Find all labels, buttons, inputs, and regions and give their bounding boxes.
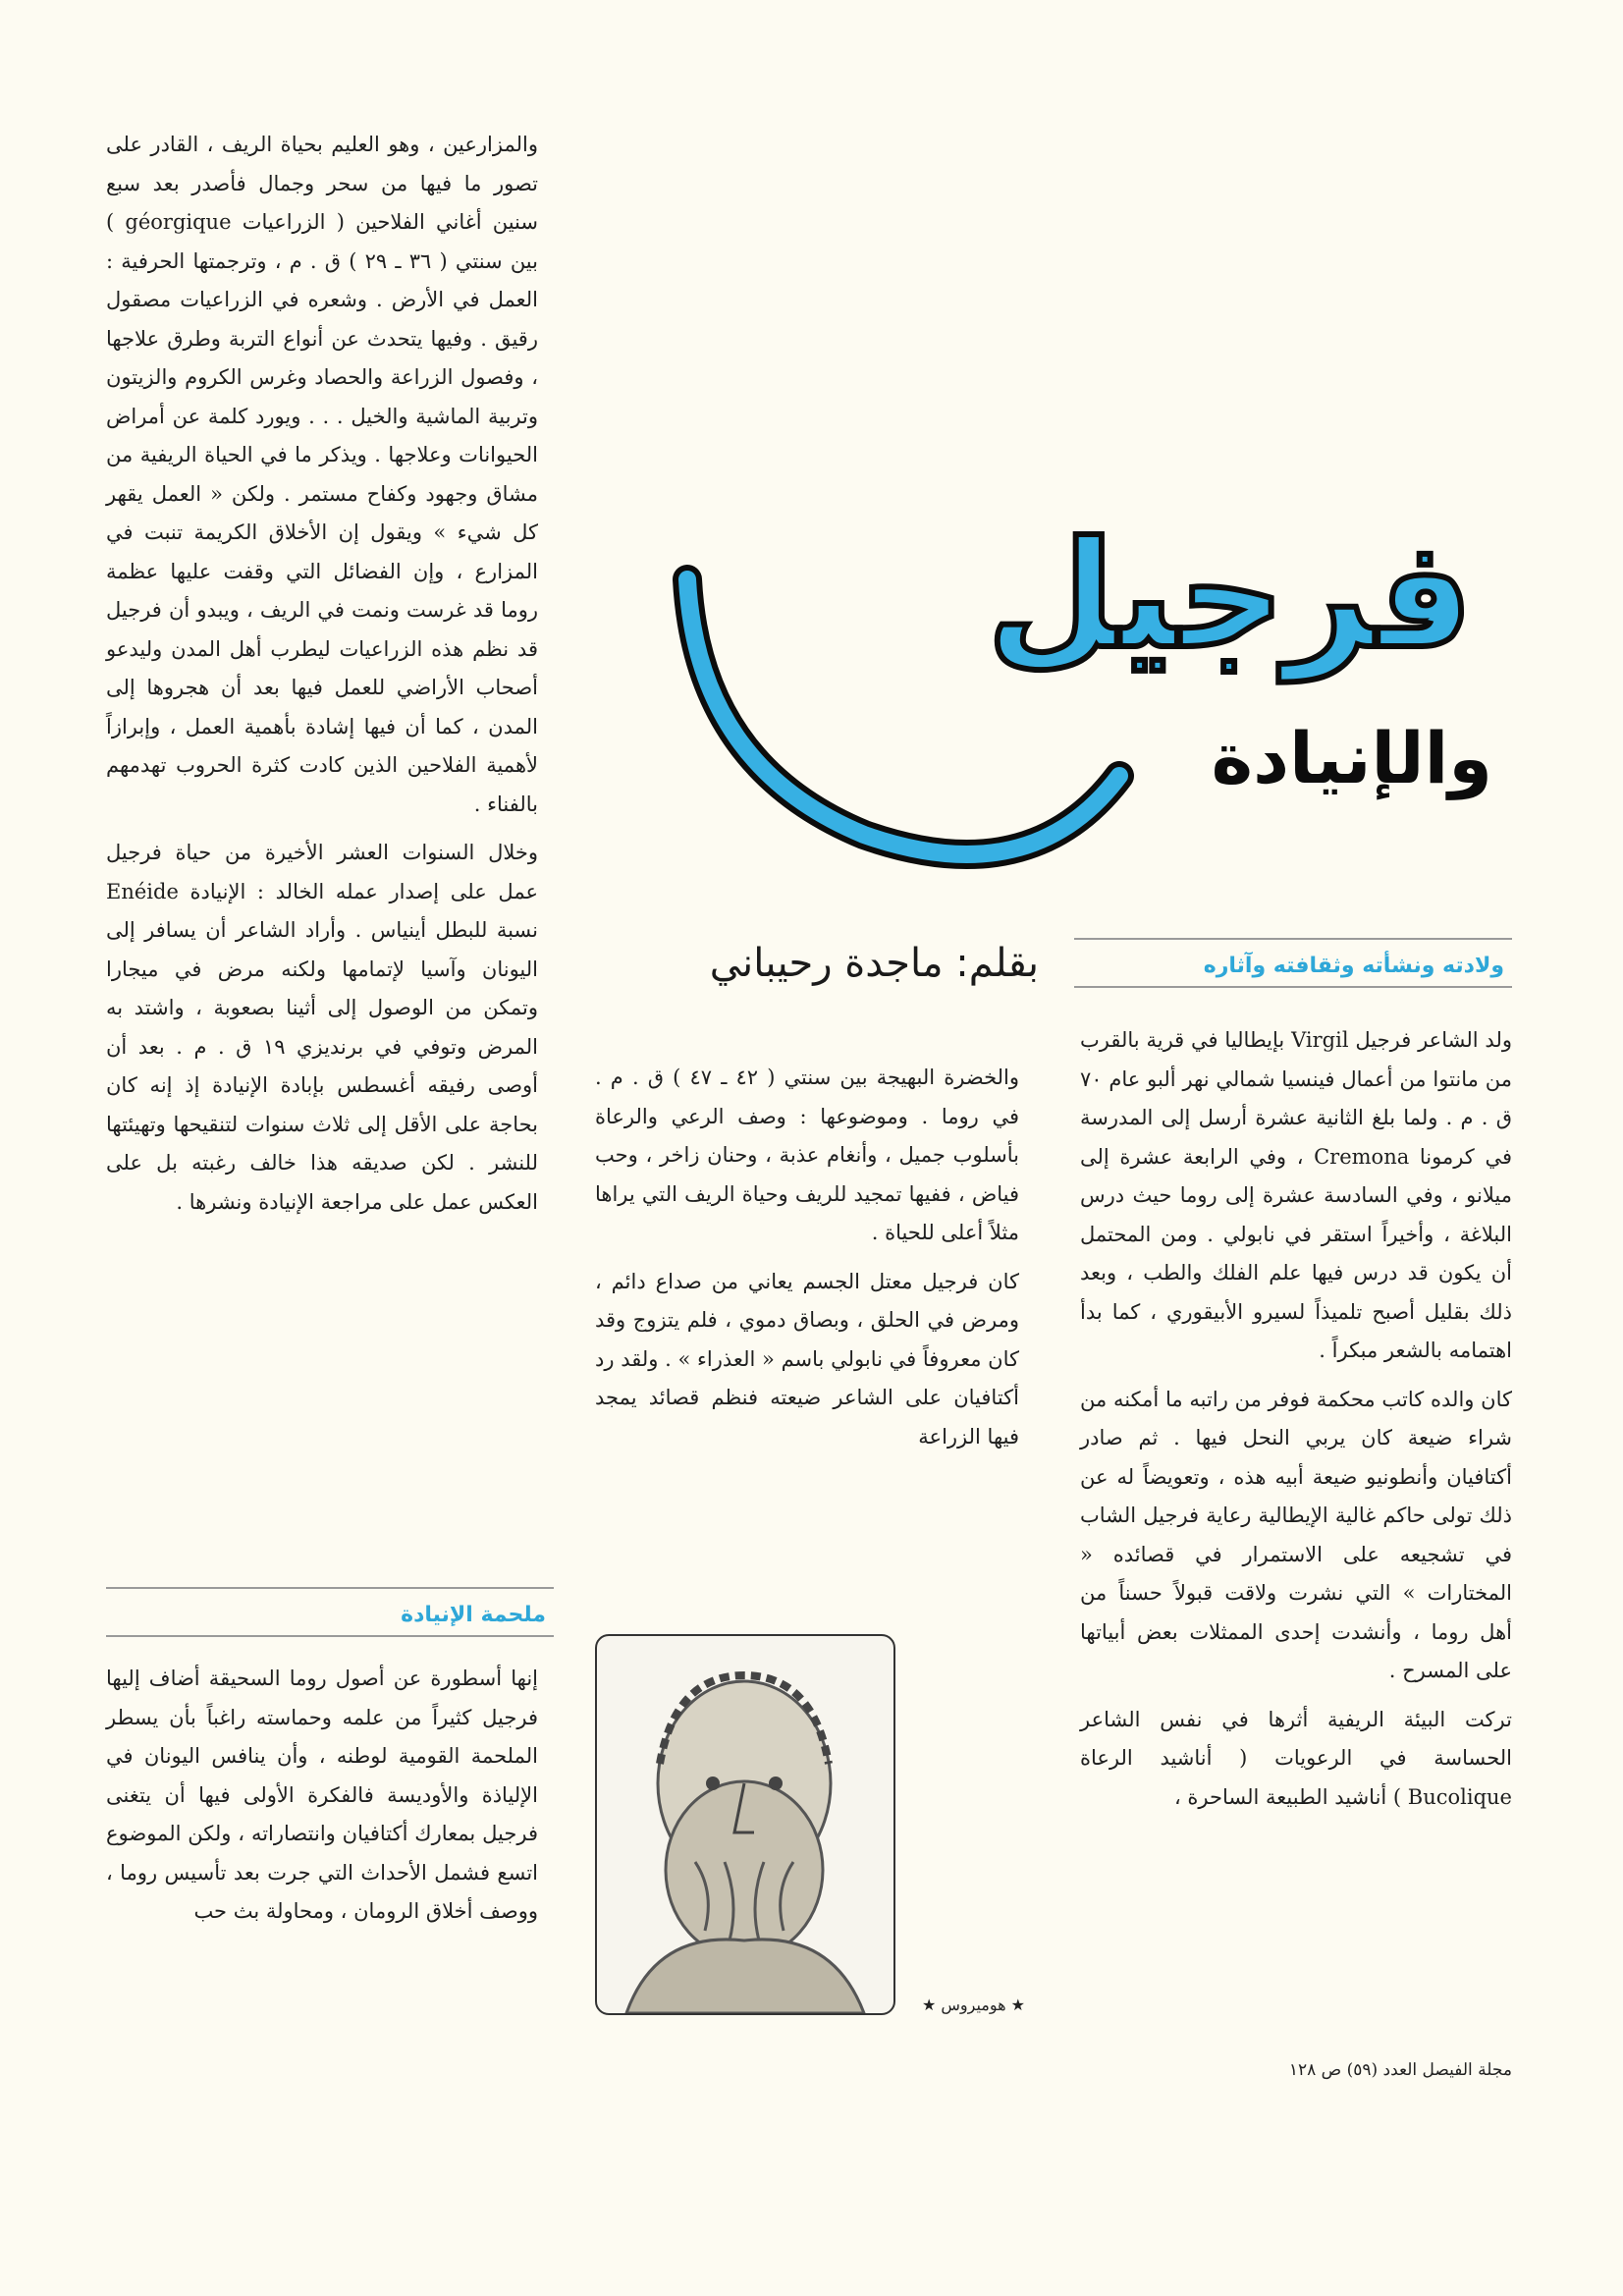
paragraph: وخلال السنوات العشر الأخيرة من حياة فرجيل عمل على إصدار عمله الخالد : الإنيادة Enéide نسبة للبطل أينياس . وأراد الشاعر أن يسافر إلى اليونان وآسيا لإتمامها ولكنه مرض في ميجارا وتمكن من الوصول إلى أثينا بصعوبة ، واشتد به المرض وتوفي في برنديزي ١٩ ق . م . بعد أن أوصى رفيقه أغسطس بإبادة الإنيادة إذ إنه كان بحاجة على الأقل إلى ثلاث سنوات لتنقيحها وتهيئتها للنشر . لكن صديقه هذا خالف رغبته بل على العكس عمل على مراجعة الإنيادة ونشرها . — [106, 841, 539, 1214]
bust-eye-right — [769, 1777, 783, 1790]
article-title-block — [569, 422, 1532, 913]
page-footer: مجلة الفيصل العدد (٥٩) ص ١٢٨ — [1288, 2060, 1512, 2080]
column-left — [106, 126, 538, 1231]
bust-eye-left — [706, 1777, 720, 1790]
portrait-caption: ★ هوميروس ★ — [921, 1995, 1025, 2014]
column-left-bottom — [106, 1660, 538, 1941]
section-heading-birth: ولادته ونشأته وثقافته وآثاره — [1074, 938, 1512, 988]
paragraph: كان فرجيل معتل الجسم يعاني من صداع دائم ، ومرض في الحلق ، وبصاق دموي ، فلم يتزوج وقد كان معروفاً في نابولي باسم « العذراء » . ولقد رد أكتافيان على الشاعر ضيعته فنظم قصائد يمجد فيها الزراعة — [595, 1269, 1019, 1449]
article-subtitle: والإنيادة — [1211, 717, 1492, 799]
section-heading-aeneid: ملحمة الإنيادة — [106, 1587, 554, 1637]
article-title: فرجيل — [987, 511, 1473, 682]
paragraph: والمزارعين ، وهو العليم بحياة الريف ، القادر على تصور ما فيها من سحر وجمال فأصدر بعد سبع سنين أغاني الفلاحين ( الزراعيات géorgique ) بين سنتي ( ٣٦ ـ ٢٩ ) ق . م ، وترجمتها الحرفية : العمل في الأرض . وشعره في الزراعيات مصقول رقيق . وفيها يتحدث عن أنواع التربة وطرق علاجها ، وفصول الزراعة والحصاد وغرس الكروم والزيتون وتربية الماشية والخيل . . . ويورد كلمة عن أمراض الحيوانات وعلاجها . ويذكر ما في الحياة الريفية من مشاق وجهود وكفاح مستمر . ولكن « العمل يقهر كل شيء » ويقول إن الأخلاق الكريمة تنبت في المزارع ، وإن الفضائل التي وقفت عليها عظمة روما قد غرست ونمت في الريف ، ويبدو أن فرجيل قد نظم هذه الزراعيات ليطرب أهل المدن وليدعو أصحاب الأراضي للعمل فيها بعد أن هجروها إلى المدن ، كما أن فيها إشادة بأهمية العمل ، وإبرازاً لأهمية الفلاحين الذين كادت كثرة الحروب تهدمهم بالفناء . — [106, 133, 538, 816]
bust-beard — [666, 1781, 823, 1958]
column-middle — [595, 1059, 1019, 1466]
byline: بقلم: ماجدة رحيباني — [709, 941, 1039, 986]
paragraph: كان والده كاتب محكمة فوفر من راتبه ما أمكنه من شراء ضيعة كان يربي النحل فيها . ثم صادر أكتافيان وأنطونيو ضيعة أبيه هذه ، وتعويضاً له عن ذلك تولى حاكم غالية الإيطالية رعاية فرجيل الشاب في تشجيعه على الاستمرار في قصائده « المختارات » التي نشرت ولاقت قبولاً حسناً من أهل روما ، وأنشدت إحدى الممثلات بعض أبياتها على المسرح . — [1080, 1387, 1512, 1682]
column-right — [1080, 1021, 1512, 1827]
bust-shoulders — [626, 1940, 864, 2013]
homer-portrait — [595, 1634, 895, 2015]
paragraph: والخضرة البهيجة بين سنتي ( ٤٢ ـ ٤٧ ) ق . م . في روما . وموضوعها : وصف الرعي والرعاة بأسلوب جميل ، وأنغام عذبة ، وحنان زاخر ، وحب فياض ، ففيها تمجيد للريف وحياة الريف التي يراها مثلاً أعلى للحياة . — [595, 1066, 1019, 1244]
paragraph: ولد الشاعر فرجيل Virgil بإيطاليا في قرية بالقرب من مانتوا من أعمال فينسيا شمالي نهر ألبو عام ٧٠ ق . م . ولما بلغ الثانية عشرة أرسل إلى المدرسة في كرمونا Cremona ، وفي الرابعة عشرة إلى ميلانو ، وفي السادسة عشرة إلى روما حيث درس البلاغة ، وأخيراً استقر في نابولي . ومن المحتمل أن يكون قد درس فيها علم الفلك والطب ، وبعد ذلك بقليل أصبح تلميذاً لسيرو الأبيقوري ، كما بدأ اهتمامه بالشعر مبكراً . — [1080, 1028, 1512, 1362]
bust-illustration — [597, 1636, 893, 2013]
paragraph: إنها أسطورة عن أصول روما السحيقة أضاف إليها فرجيل كثيراً من علمه وحماسته راغباً بأن يسطر الملحمة القومية لوطنه ، وأن ينافس اليونان في الإلياذة والأوديسة فالفكرة الأولى فيها أن يتغنى فرجيل بمعارك أكتافيان وانتصاراته ، ولكن الموضوع اتسع فشمل الأحداث التي جرت بعد تأسيس روما ، ووصف أخلاق الرومان ، ومحاولة بث حب — [106, 1667, 538, 1923]
paragraph: تركت البيئة الريفية أثرها في نفس الشاعر الحساسة في الرعويات ( أناشيد الرعاة Bucolique ) أناشيد الطبيعة الساحرة ، — [1080, 1707, 1512, 1809]
